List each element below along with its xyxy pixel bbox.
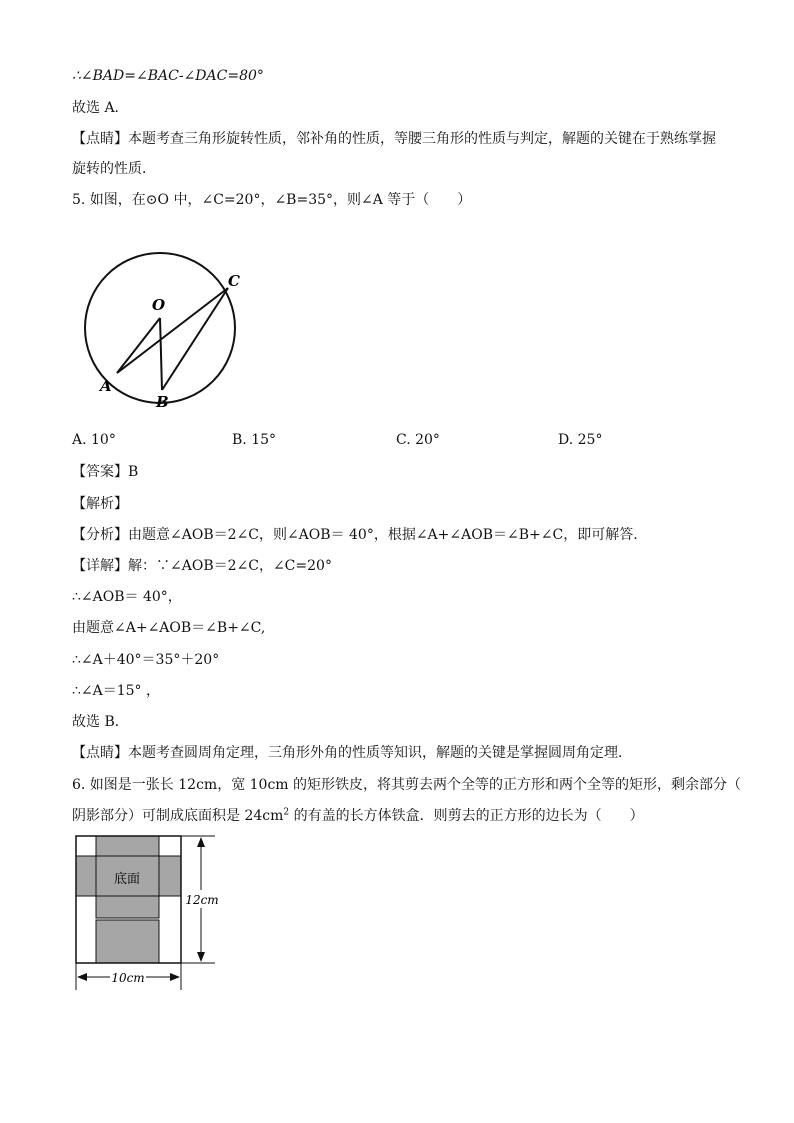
step-3: ∴∠A＋40°＝35°＋20° bbox=[72, 652, 220, 668]
segment-ob bbox=[160, 318, 162, 390]
line-choose-a: 故选 A． bbox=[72, 100, 129, 116]
choose-b: 故选 B． bbox=[72, 714, 129, 730]
label-c: C bbox=[228, 272, 240, 290]
answer-line bbox=[72, 462, 138, 482]
base-label: 底面 bbox=[113, 872, 141, 887]
jiexi-tag: 【解析】 bbox=[72, 496, 128, 512]
label-a: A bbox=[100, 377, 112, 395]
q6-line2-post: 的有盖的长方体铁盒．则剪去的正方形的边长为（ ） bbox=[289, 808, 644, 824]
line-bad-eq: ∴∠BAD=∠BAC-∠DAC=80° bbox=[72, 68, 264, 84]
width-arrowhead-left bbox=[77, 973, 87, 981]
q5-circle-figure bbox=[80, 240, 250, 410]
q6-line2-pre: 阴影部分）可制成底面积是 24cm bbox=[72, 808, 284, 824]
question-5-stem: 5. 如图，在⊙O 中，∠C=20°，∠B=35°，则∠A 等于（ ） bbox=[72, 192, 472, 208]
fenxi-line: 【分析】由题意∠AOB＝2∠C，则∠AOB＝ 40°，根据∠A+∠AOB＝∠B+∠C，即可解答. bbox=[72, 527, 638, 543]
shade-top-lid bbox=[96, 836, 159, 856]
q6-line2-sup: 2 bbox=[283, 807, 290, 818]
width-arrowhead-right bbox=[170, 973, 180, 981]
height-arrowhead-bottom bbox=[197, 952, 205, 962]
shade-right-flap bbox=[159, 856, 181, 896]
step-2: 由题意∠A+∠AOB＝∠B+∠C, bbox=[72, 620, 266, 636]
label-b: B bbox=[156, 393, 169, 410]
answer-tag: 【答案】 bbox=[72, 464, 128, 480]
option-a: A. 10° bbox=[72, 432, 116, 448]
shade-left-flap bbox=[76, 856, 96, 896]
question-6-line-2 bbox=[72, 806, 644, 826]
option-c: C. 20° bbox=[396, 432, 440, 448]
dianjing-line: 【点睛】本题考查圆周角定理，三角形外角的性质等知识，解题的关键是掌握圆周角定理． bbox=[72, 745, 632, 761]
line-dianjing-prev-2: 旋转的性质． bbox=[72, 161, 156, 177]
option-b: B. 15° bbox=[232, 432, 277, 448]
step-1: ∴∠AOB＝ 40°， bbox=[72, 589, 182, 605]
xiangjie-line: 【详解】解：∵∠AOB＝2∠C，∠C=20° bbox=[72, 558, 332, 574]
shade-side bbox=[96, 896, 159, 918]
width-label: 10cm bbox=[111, 971, 145, 985]
height-label: 12cm bbox=[185, 893, 219, 907]
label-o: O bbox=[152, 296, 166, 314]
option-d: D. 25° bbox=[558, 432, 603, 448]
step-4: ∴∠A＝15° ， bbox=[72, 683, 161, 699]
q6-box-net-figure bbox=[70, 830, 250, 995]
segment-ac bbox=[117, 288, 228, 373]
answer-value: B bbox=[128, 464, 139, 480]
shade-top bbox=[96, 920, 159, 963]
line-dianjing-prev-1: 【点睛】本题考查三角形旋转性质，邻补角的性质，等腰三角形的性质与判定，解题的关键在于熟练掌握 bbox=[72, 131, 716, 147]
height-arrowhead-top bbox=[197, 837, 205, 847]
question-6-line-1: 6. 如图是一张长 12cm，宽 10cm 的矩形铁皮，将其剪去两个全等的正方形和两个全等的矩形，剩余部分（ bbox=[72, 777, 742, 793]
